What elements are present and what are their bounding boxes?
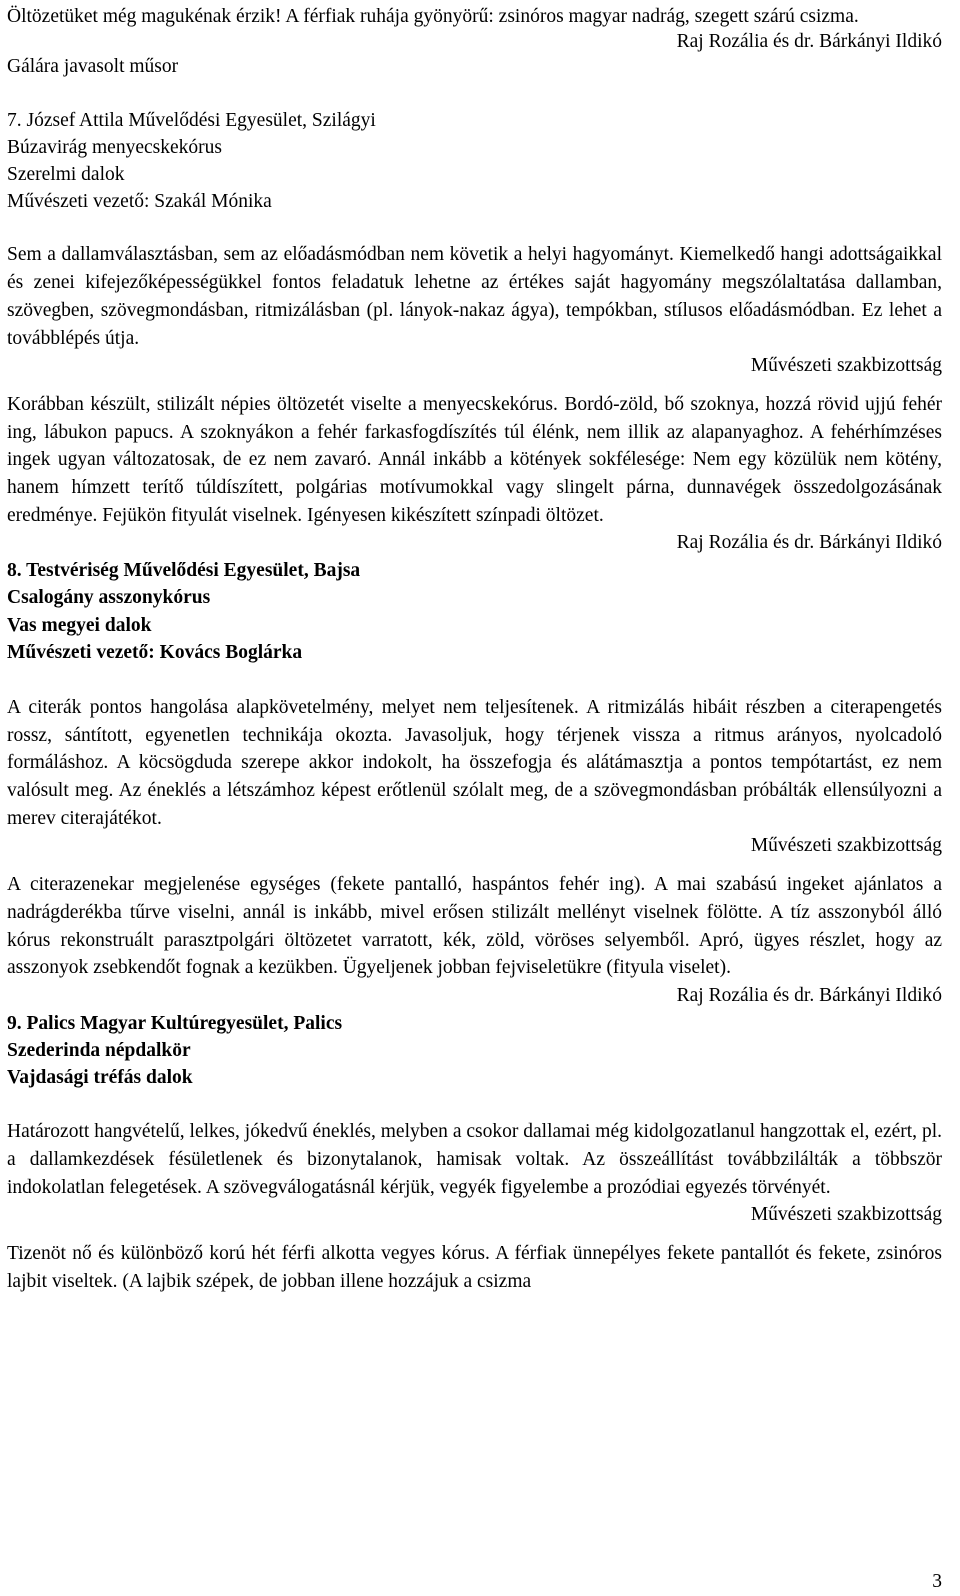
entry8-commission: Művészeti szakbizottság <box>750 835 942 857</box>
entry9-group: Szederinda népdalkör <box>7 1039 191 1061</box>
entry8-assessment: A citerák pontos hangolása alapkövetelmény, melyet nem teljesítenek. A ritmizálás hibáit részben a citerapengetés rossz, sántított, egyenetlen technikája okozta. Javasoljuk, hogy térjenek vissza a ritmus arányos, nyolcadoló formáláshoz. A köcsögduda szerepe akkor indokolt, ha összefogja és alátámasztja a pontos tempótartást, ez nem valósult meg. Az éneklés a létszámhoz képest erőtlenül szólalt meg, de a szövegmondásban próbálták ellensúlyozni a merev citerajátékot. <box>7 696 942 829</box>
entry9-costume-assessment: Tizenöt nő és különböző korú hét férfi alkotta vegyes kórus. A férfiak ünnepélyes fekete pantallót és fekete, zsinóros lajbit viseltek. (A lajbik szépek, de jobban illene hozzájuk a csizma <box>7 1243 942 1292</box>
gala-recommendation: Gálára javasolt műsor <box>7 56 179 78</box>
entry8-number-org: 8. Testvériség Művelődési Egyesület, Bajsa <box>7 560 361 582</box>
intro-paragraph: Öltözetüket még magukénak érzik! A férfiak ruhája gyönyörű: zsinóros magyar nadrág, szegett szárú csizma. <box>7 6 859 27</box>
entry9-number-org: 9. Palics Magyar Kultúregyesület, Palics <box>7 1012 343 1034</box>
entry8-group: Csalogány asszonykórus <box>7 587 211 609</box>
document-page <box>7 0 942 1296</box>
entry7-commission: Művészeti szakbizottság <box>750 355 942 377</box>
entry8-leader: Művészeti vezető: Kovács Boglárka <box>7 641 303 663</box>
entry7-program: Szerelmi dalok <box>7 164 125 186</box>
entry7-group: Búzavirág menyecskekórus <box>7 136 222 158</box>
entry7-number-org: 7. József Attila Művelődési Egyesület, Szilágyi <box>7 109 376 131</box>
entry7-assessment: Sem a dallamválasztásban, sem az előadásmódban nem követik a helyi hagyományt. Kiemelkedő hangi adottságaikkal és zenei kifejezőképességükkel fontos feladatuk lehetne az értékes saját hagyomány megszólaltatása dallamban, szövegben, szövegmondásban, ritmizálásban (pl. lányok-nakaz ágya), tempókban, stílusos előadásmódban. Ez lehet a továbblépés útja. <box>7 244 942 349</box>
entry9-assessment: Határozott hangvételű, lelkes, jókedvű éneklés, melyben a csokor dallamai még kidolgozatlanul hangzottak el, ezért, pl. a dallamkezdések fésületlenek és bizonytalanok, hamisak voltak. Az összeállítást továbbzilálták a többször indokolatlan felegetések. A szövegválogatásnál kérjük, vegyék figyelembe a prozódiai egyezés törvényét. <box>7 1121 942 1198</box>
entry9-program: Vajdasági tréfás dalok <box>7 1067 193 1089</box>
intro-signature: Raj Rozália és dr. Bárkányi Ildikó <box>676 30 942 52</box>
entry8-costume-assessment: A citerazenekar megjelenése egységes (fekete pantalló, haspántos fehér ing). A mai szabású ingeket ajánlatos a nadrágderékba tűrve viselni, annál is inkább, mivel erősen stilizált mellényt viselnek fölötte. A tíz asszonyból álló kórus rekonstruált parasztpolgári öltözetet varratott, kék, zöld, vöröses selyemből. Apró, ügyes részlet, hogy az asszonyok zsebkendőt fognak a kezükben. Ügyeljenek jobban fejviseletükre (fityula viselet). <box>7 874 942 979</box>
entry8-program: Vas megyei dalok <box>7 614 152 636</box>
entry9-commission: Művészeti szakbizottság <box>750 1204 942 1226</box>
entry8-signature: Raj Rozália és dr. Bárkányi Ildikó <box>676 985 942 1006</box>
page-number: 3 <box>932 1571 942 1592</box>
entry7-costume-assessment: Korábban készült, stilizált népies öltözetét viselte a menyecskekórus. Bordó-zöld, bő szoknya, hozzá rövid ujjú fehér ing, lábukon papucs. A szoknyákon a fehér farkasfogdíszítés túl élénk, nem illik az alapanyaghoz. A fehérhímzéses ingek ugyan változatosak, de ez nem zavaró. Annál inkább a kötények sokfélesége: Nem egy közülük nem kötény, hanem hímzett terítő túldíszített, polgárias motívumokkal vagy slingelt párna, dunnavégek összedolgozásának eredménye. Fejükön fityulát viselnek. Igényesen kikészített színpadi öltözet. <box>7 393 942 526</box>
entry7-leader: Művészeti vezető: Szakál Mónika <box>7 191 272 213</box>
entry7-signature: Raj Rozália és dr. Bárkányi Ildikó <box>676 532 942 554</box>
